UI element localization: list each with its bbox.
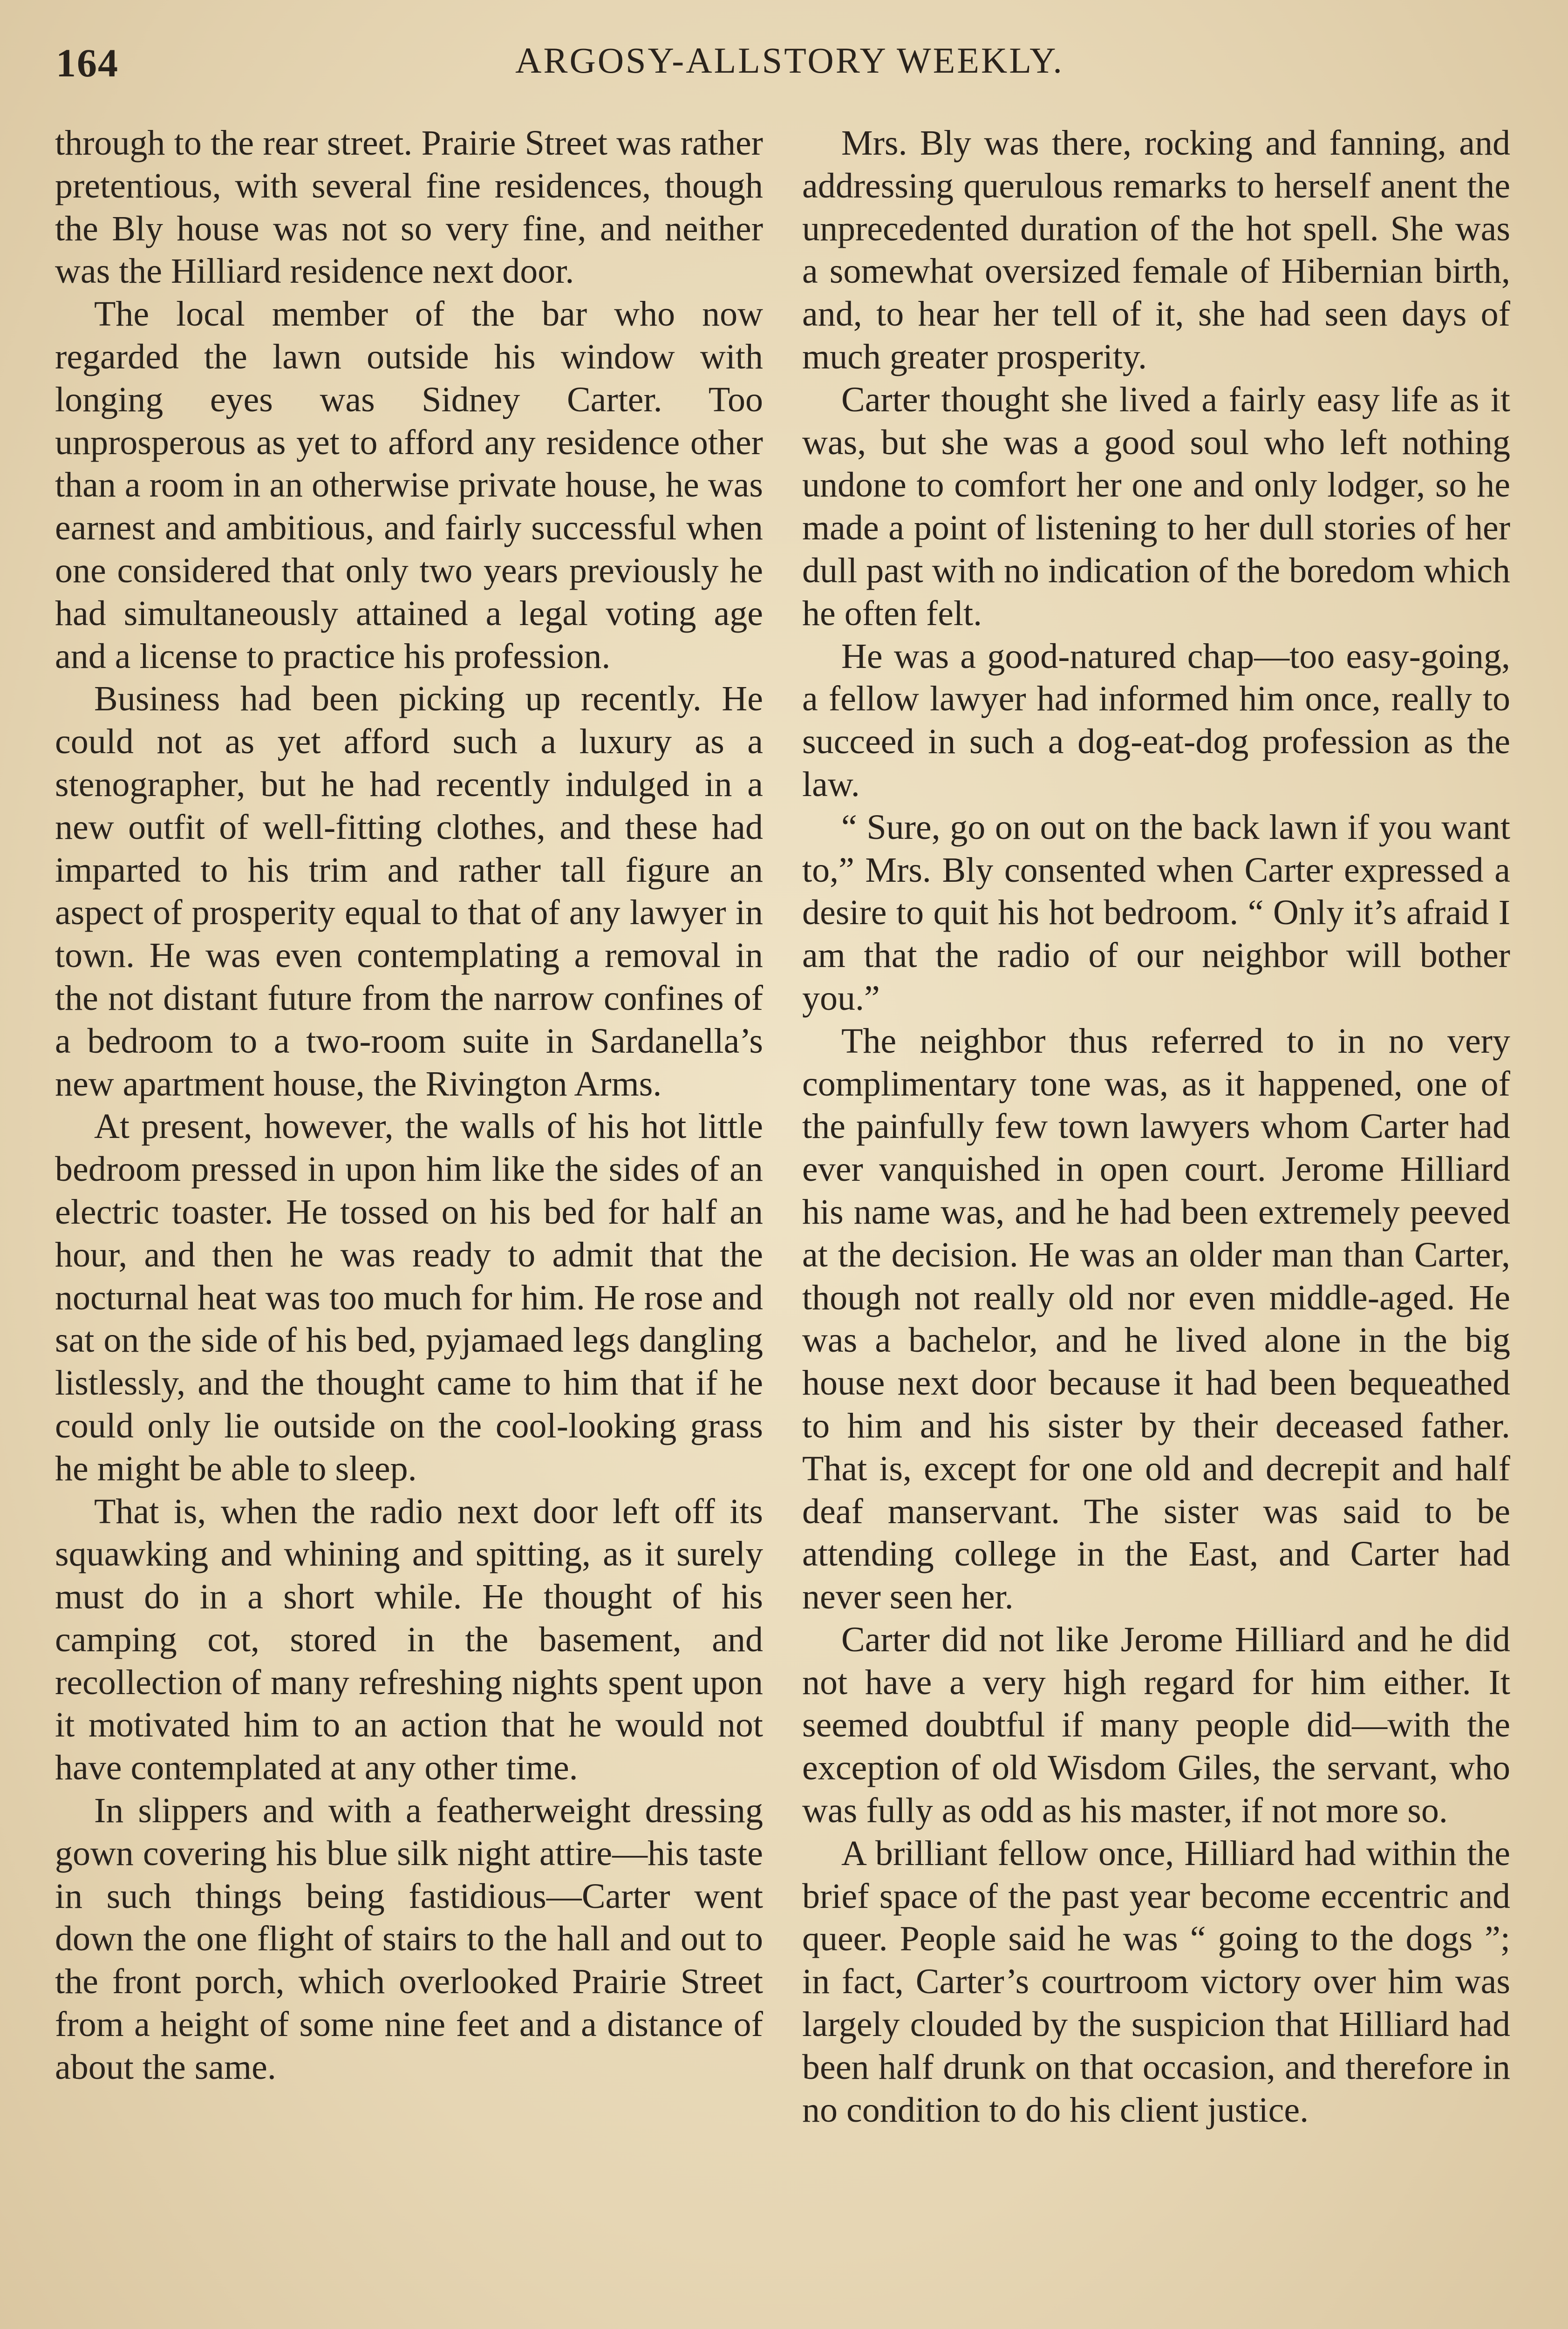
page-number: 164 [56,41,119,85]
paragraph: Carter did not like Jerome Hilliard and he did not have a very high regard for him either. It seemed doubtful if many people did—with the exception of old Wisdom Giles, the servant, who was fully as odd as his master, if not more so. [802,1620,1510,1831]
paragraph: He was a good-natured chap—too easy-going, a fellow lawyer had informed him once, really to succeed in such a dog-eat-dog profession as the law. [802,636,1510,804]
paragraph: “ Sure, go on out on the back lawn if you want to,” Mrs. Bly consented when Carter expressed a desire to quit his hot bedroom. “ Only it’s afraid I am that the radio of our neighbor will bother you.” [802,807,1510,1018]
paragraph: through to the rear street. Prairie Street was rather pretentious, with several fine residences, though the Bly house was not so very fine, and neither was the Hilliard residence next door. [55,123,763,291]
right-column [802,122,1510,2329]
paragraph: Mrs. Bly was there, rocking and fanning, and addressing querulous remarks to herself anent the unprecedented duration of the hot spell. She was a somewhat oversized female of Hibernian birth, and, to hear her tell of it, she had seen days of much greater prosperity. [802,123,1510,376]
paragraph: The local member of the bar who now regarded the lawn outside his window with longing eyes was Sidney Carter. Too unprosperous as yet to afford any residence other than a room in an otherwise private house, he was earnest and ambitious, and fairly successful when one considered that only two years previously he had simultaneously attained a legal voting age and a license to practice his profession. [55,294,763,676]
paragraph: The neighbor thus referred to in no very complimentary tone was, as it happened, one of the painfully few town lawyers whom Carter had ever vanquished in open court. Jerome Hilliard his name was, and he had been extremely peeved at the decision. He was an older man than Carter, though not really old nor even middle-aged. He was a bachelor, and he lived alone in the big house next door because it had been bequeathed to him and his sister by their deceased father. That is, except for one old and decrepit and half deaf manservant. The sister was said to be attending college in the East, and Carter had never seen her. [802,1021,1510,1617]
left-column [55,122,763,2329]
paragraph: At present, however, the walls of his hot little bedroom pressed in upon him like the sides of an electric toaster. He tossed on his bed for half an hour, and then he was ready to admit that the nocturnal heat was too much for him. He rose and sat on the side of his bed, pyjamaed legs dangling listlessly, and the thought came to him that if he could only lie outside on the cool-looking grass he might be able to sleep. [55,1107,763,1488]
paragraph: Business had been picking up recently. He could not as yet afford such a luxury as a stenographer, but he had recently indulged in a new outfit of well-fitting clothes, and these had imparted to his trim and rather tall figure an aspect of prosperity equal to that of any lawyer in town. He was even contemplating a removal in the not distant future from the narrow confines of a bedroom to a two-room suite in Sardanella’s new apartment house, the Rivington Arms. [55,679,763,1103]
paragraph: A brilliant fellow once, Hilliard had within the brief space of the past year become eccentric and queer. People said he was “ going to the dogs ”; in fact, Carter’s courtroom victory over him was largely clouded by the suspicion that Hilliard had been half drunk on that occasion, and therefore in no condition to do his client justice. [802,1833,1510,2130]
running-title: ARGOSY-ALLSTORY WEEKLY. [515,40,1064,81]
paragraph: That is, when the radio next door left off its squawking and whining and spitting, as it surely must do in a short while. He thought of his camping cot, stored in the basement, and recollection of many refreshing nights spent upon it motivated him to an action that he would not have contemplated at any other time. [55,1491,763,1788]
page-header [56,40,1523,100]
paragraph: Carter thought she lived a fairly easy life as it was, but she was a good soul who left nothing undone to comfort her one and only lodger, so he made a point of listening to her dull stories of her dull past with no indication of the boredom which he often felt. [802,380,1510,633]
paragraph: In slippers and with a featherweight dressing gown covering his blue silk night attire—his taste in such things being fastidious—Carter went down the one flight of stairs to the hall and out to the front porch, which overlooked Prairie Street from a height of some nine feet and a distance of about the same. [55,1791,763,2087]
